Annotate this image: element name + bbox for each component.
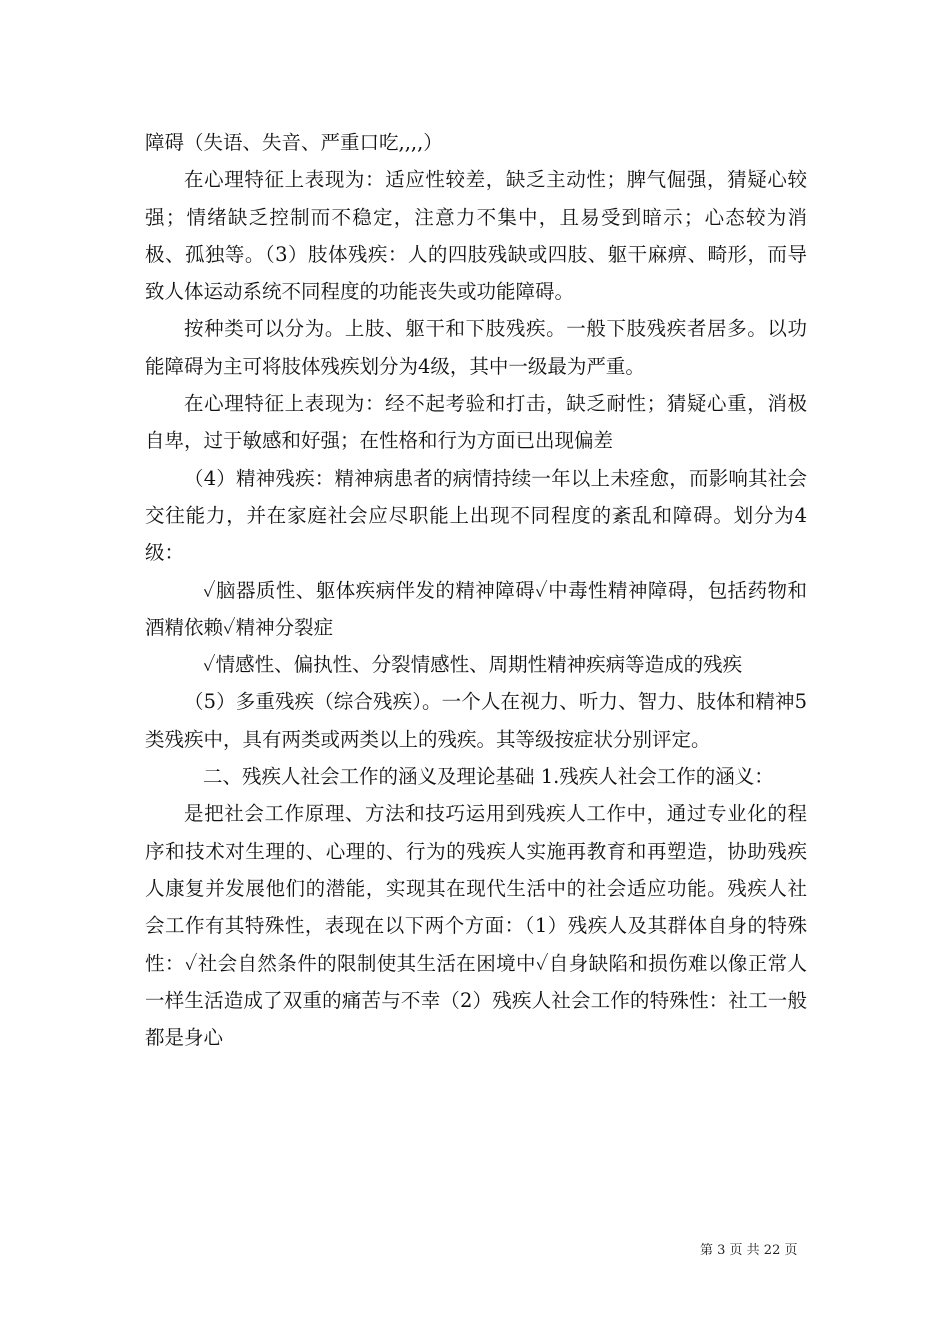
paragraph-speech-disorder-tail: 障碍（失语、失音、严重口吃,,,,） [145, 131, 443, 154]
paragraph-limb-disability-psychology: 在心理特征上表现为：经不起考验和打击，缺乏耐性；猜疑心重，消极自卑，过于敏感和好强；在性格和行为方面已出现偏差 [145, 392, 807, 453]
paragraph-hearing-speech-psychology: 在心理特征上表现为：适应性较差，缺乏主动性；脾气倔强，猜疑心较强；情绪缺乏控制而不稳定，注意力不集中，且易受到暗示；心态较为消极、孤独等。（3）肢体残疾：人的四肢残缺或四肢、躯干麻痹、畸形，而导致人体运动系统不同程度的功能丧失或功能障碍。 [145, 168, 807, 304]
page-number: 第 3 页 共 22 页 [700, 1243, 798, 1258]
paragraph-mental-disability: （4）精神残疾：精神病患者的病情持续一年以上未痊愈，而影响其社会交往能力，并在家庭社会应尽职能上出现不同程度的紊乱和障碍。划分为4级： [145, 466, 807, 565]
document-body [145, 124, 807, 1056]
paragraph-limb-disability-types: 按种类可以分为。上肢、躯干和下肢残疾。一般下肢残疾者居多。以功能障碍为主可将肢体残疾划分为4级，其中一级最为严重。 [145, 317, 807, 378]
paragraph-multiple-disability: （5）多重残疾（综合残疾）。一个人在视力、听力、智力、肢体和精神5类残疾中，具有两类或两类以上的残疾。其等级按症状分别评定。 [145, 690, 807, 751]
checklist-mental-disorders-1: ✓脑器质性、躯体疾病伴发的精神障碍✓中毒性精神障碍，包括药物和酒精依赖✓精神分裂症 [145, 578, 807, 639]
paragraph-social-work-definition: 是把社会工作原理、方法和技巧运用到残疾人工作中，通过专业化的程序和技术对生理的、心理的、行为的残疾人实施再教育和再塑造，协助残疾人康复并发展他们的潜能，实现其在现代生活中的社会适应功能。残疾人社会工作有其特殊性，表现在以下两个方面：（1）残疾人及其群体自身的特殊性：✓社会自然条件的限制使其生活在困境中✓自身缺陷和损伤难以像正常人一样生活造成了双重的痛苦与不幸（2）残疾人社会工作的特殊性：社工一般都是身心 [145, 802, 807, 1050]
checklist-mental-disorders-2: ✓情感性、偏执性、分裂情感性、周期性精神疾病等造成的残疾 [203, 653, 743, 677]
section-heading-social-work: 二、残疾人社会工作的涵义及理论基础 1.残疾人社会工作的涵义： [203, 765, 774, 789]
